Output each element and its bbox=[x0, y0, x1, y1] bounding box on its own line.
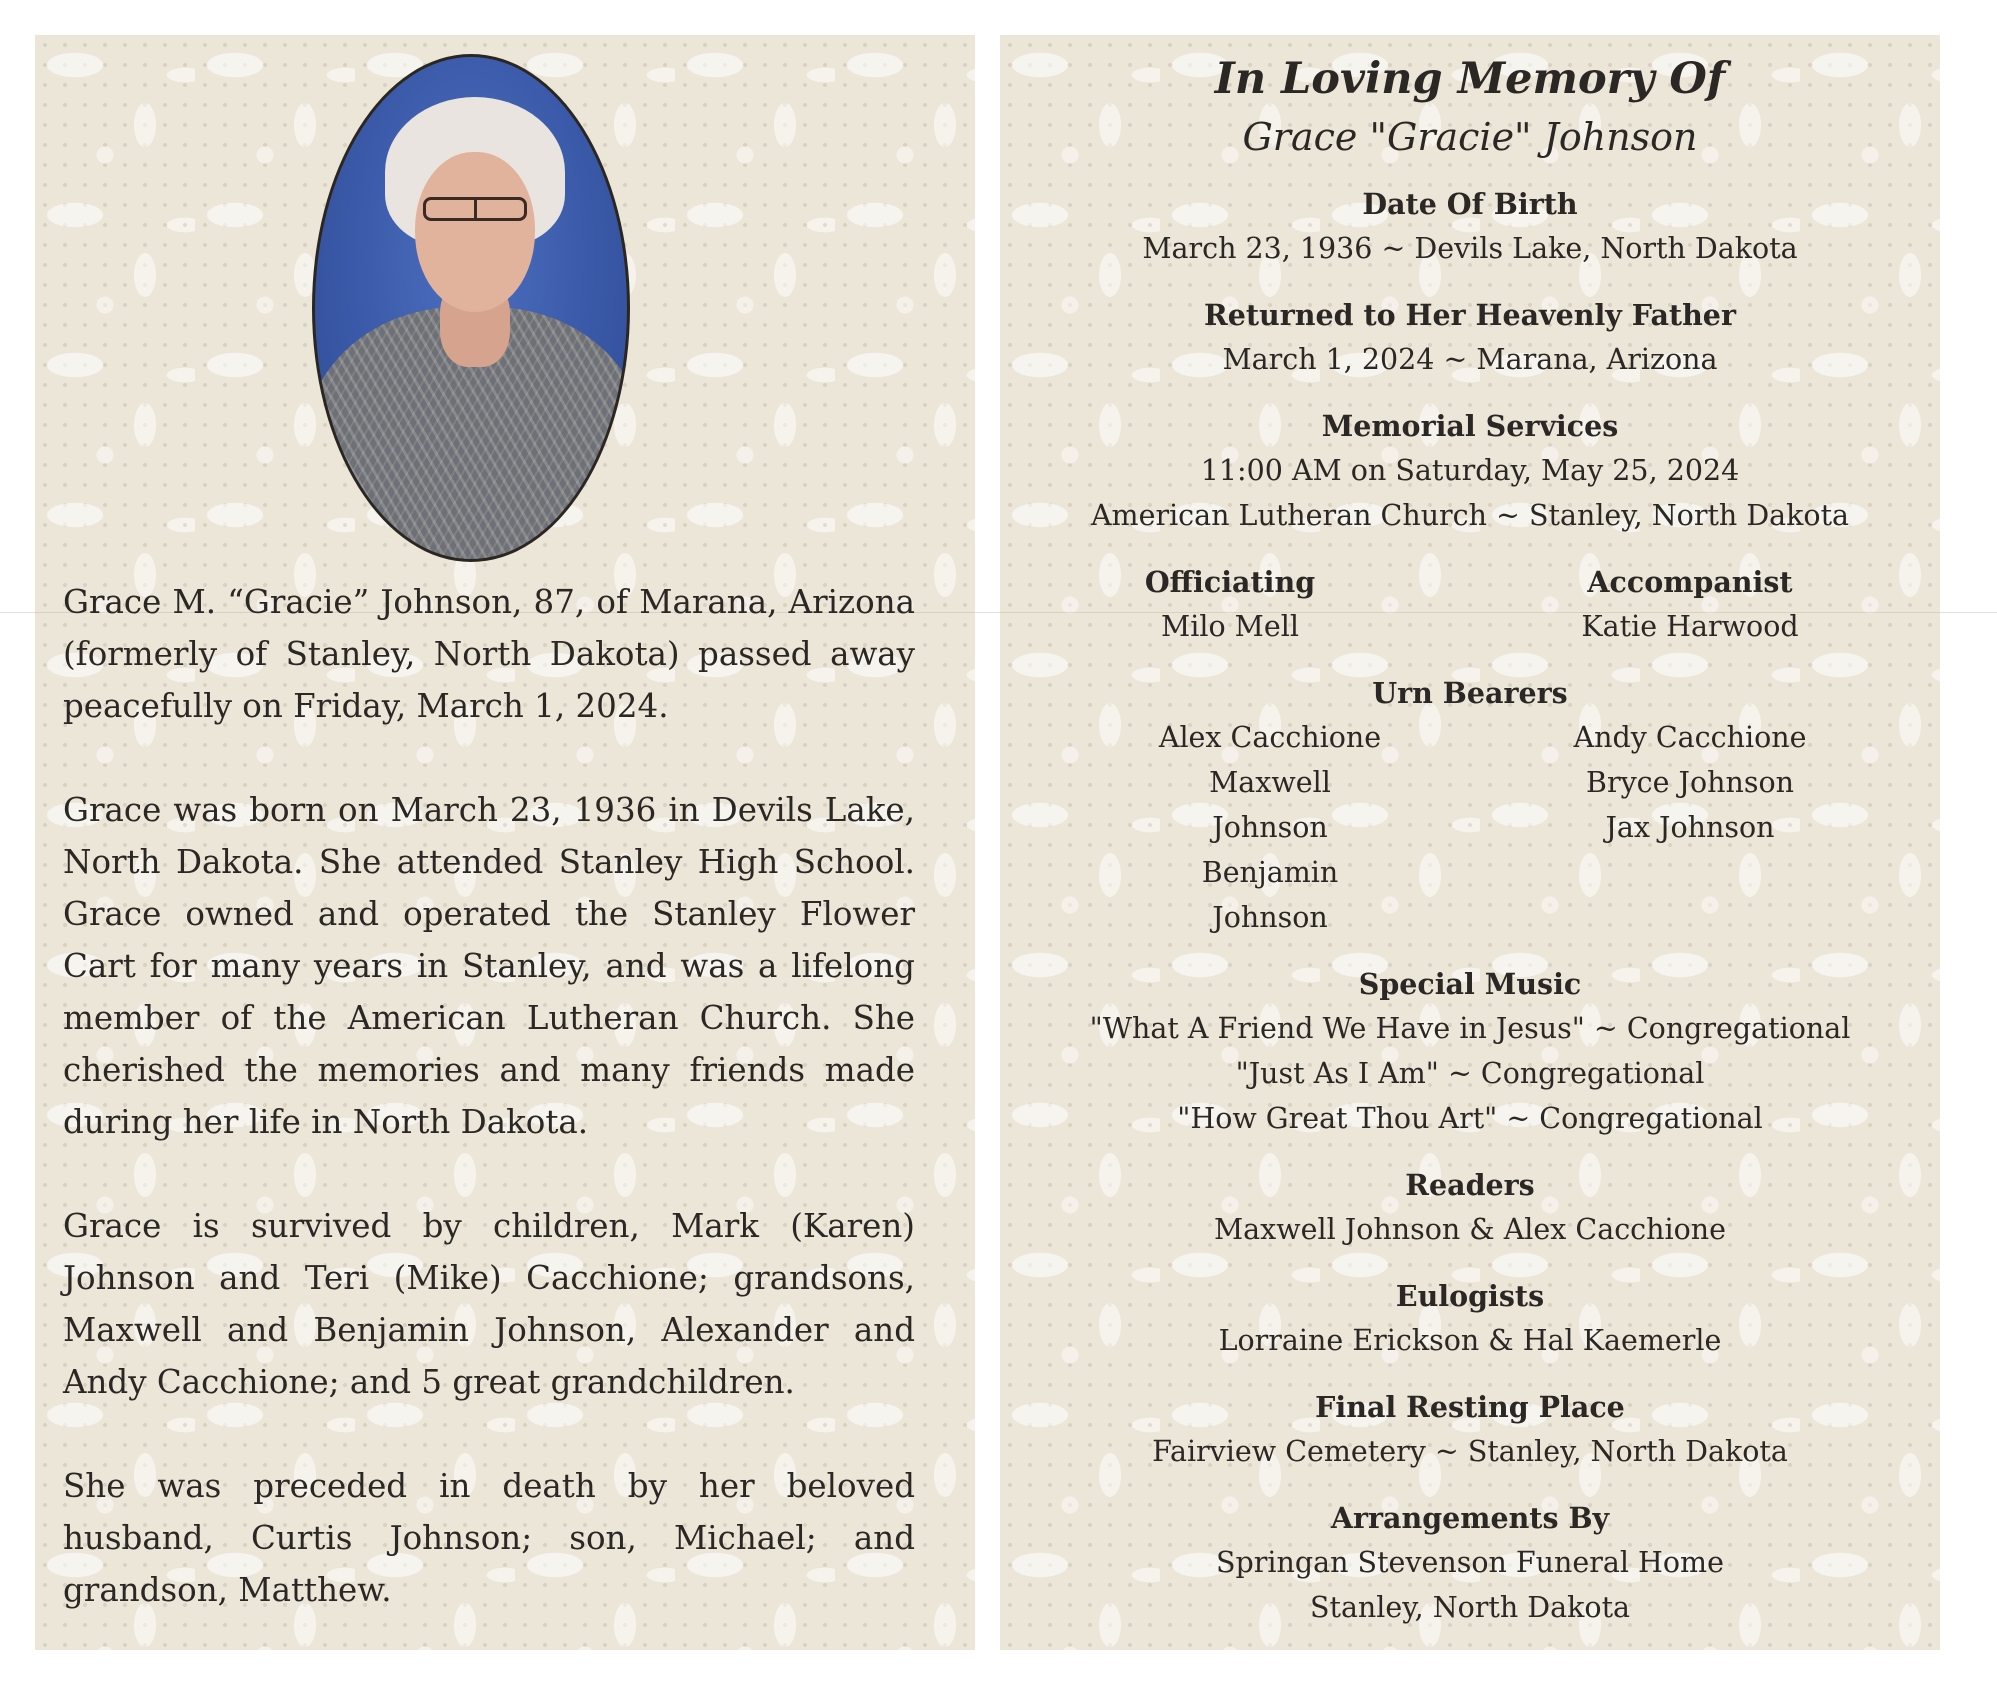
eulogists-section bbox=[1000, 1274, 1940, 1363]
death-text: March 1, 2024 ~ Marana, Arizona bbox=[1222, 343, 1718, 376]
readers-text: Maxwell Johnson & Alex Cacchione bbox=[1214, 1213, 1726, 1246]
resting-section bbox=[1000, 1385, 1940, 1474]
officiating-block bbox=[1100, 560, 1360, 649]
services-place: American Lutheran Church ~ Stanley, North Dakota bbox=[1090, 499, 1850, 532]
urn-bearers-list bbox=[1000, 715, 1940, 940]
obituary-paragraph-1: Grace M. “Gracie” Johnson, 87, of Marana, Arizona (formerly of Stanley, North Dakota) passed away peacefully on Friday, March 1, 2024. bbox=[63, 583, 915, 725]
arrangements-heading: Arrangements By bbox=[1330, 1501, 1610, 1535]
birth-text: March 23, 1936 ~ Devils Lake, North Dakota bbox=[1142, 232, 1798, 265]
readers-heading: Readers bbox=[1405, 1168, 1535, 1202]
obituary-text bbox=[63, 576, 915, 1668]
eulogists-text: Lorraine Erickson & Hal Kaemerle bbox=[1218, 1324, 1722, 1357]
obituary-paragraph-2: Grace was born on March 23, 1936 in Devils Lake, North Dakota. She attended Stanley High School. Grace owned and operated the Stanley Flower Cart for many years in Stanley, and was a lifelong member of the American Lutheran Church. She cherished the memories and many friends made during her life in North Dakota. bbox=[63, 791, 915, 1141]
urn-bearer: Benjamin Johnson bbox=[1201, 856, 1339, 934]
services-heading: Memorial Services bbox=[1321, 409, 1619, 443]
services-time: 11:00 AM on Saturday, May 25, 2024 bbox=[1200, 454, 1740, 487]
service-program bbox=[1000, 50, 1940, 1652]
urn-bearer: Bryce Johnson bbox=[1586, 766, 1794, 799]
eulogists-heading: Eulogists bbox=[1395, 1279, 1545, 1313]
accompanist-name: Katie Harwood bbox=[1581, 610, 1799, 643]
accompanist-heading: Accompanist bbox=[1587, 565, 1793, 599]
birth-section bbox=[1000, 182, 1940, 271]
urn-bearers-left bbox=[1150, 715, 1390, 940]
program-title: In Loving Memory Of bbox=[1214, 54, 1726, 104]
officiating-name: Milo Mell bbox=[1161, 610, 1299, 643]
urn-bearers-right bbox=[1570, 715, 1810, 940]
portrait-photo bbox=[312, 54, 630, 562]
arrangements-funeral-home: Springan Stevenson Funeral Home bbox=[1216, 1546, 1724, 1579]
music-song: "What A Friend We Have in Jesus" ~ Congregational bbox=[1089, 1012, 1851, 1045]
urn-bearers-section bbox=[1000, 671, 1940, 940]
obituary-paragraph-3: Grace is survived by children, Mark (Karen) Johnson and Teri (Mike) Cacchione; grandsons, Maxwell and Benjamin Johnson, Alexander and Andy Cacchione; and 5 great grandchildren. bbox=[63, 1207, 915, 1401]
readers-section bbox=[1000, 1163, 1940, 1252]
services-section bbox=[1000, 404, 1940, 538]
obituary-paragraph-4: She was preceded in death by her beloved husband, Curtis Johnson; son, Michael; and grandson, Matthew. bbox=[63, 1467, 915, 1609]
officiant-row bbox=[1000, 560, 1940, 649]
urn-bearer: Andy Cacchione bbox=[1573, 721, 1807, 754]
resting-heading: Final Resting Place bbox=[1315, 1390, 1625, 1424]
death-section bbox=[1000, 293, 1940, 382]
death-heading: Returned to Her Heavenly Father bbox=[1204, 298, 1736, 332]
arrangements-location: Stanley, North Dakota bbox=[1309, 1591, 1631, 1624]
resting-text: Fairview Cemetery ~ Stanley, North Dakota bbox=[1152, 1435, 1788, 1468]
urn-bearer: Alex Cacchione bbox=[1158, 721, 1382, 754]
urn-bearer: Maxwell Johnson bbox=[1209, 766, 1331, 844]
music-heading: Special Music bbox=[1358, 967, 1582, 1001]
music-song: "Just As I Am" ~ Congregational bbox=[1235, 1057, 1705, 1090]
urn-bearer: Jax Johnson bbox=[1605, 811, 1775, 844]
accompanist-block bbox=[1560, 560, 1820, 649]
music-song: "How Great Thou Art" ~ Congregational bbox=[1177, 1102, 1763, 1135]
arrangements-section bbox=[1000, 1496, 1940, 1630]
music-section bbox=[1000, 962, 1940, 1141]
officiating-heading: Officiating bbox=[1144, 565, 1316, 599]
deceased-name: Grace "Gracie" Johnson bbox=[1242, 115, 1698, 159]
birth-heading: Date Of Birth bbox=[1362, 187, 1578, 221]
urn-bearers-heading: Urn Bearers bbox=[1372, 676, 1568, 710]
